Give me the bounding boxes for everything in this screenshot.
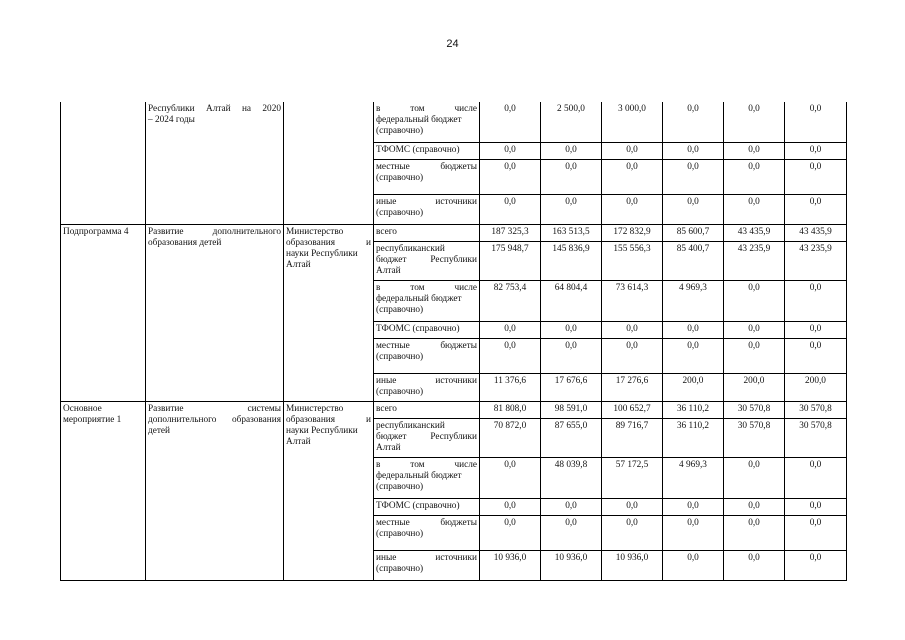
value-cell: 175 948,7 — [480, 242, 541, 281]
value-cell: 0,0 — [724, 551, 785, 581]
source-federal: в том числе федеральный бюджет (справочно) — [374, 281, 480, 322]
source-total: всего — [374, 225, 480, 242]
value-cell: 0,0 — [663, 160, 724, 195]
value-cell: 0,0 — [663, 499, 724, 516]
value-cell: 100 652,7 — [602, 402, 663, 419]
value-cell: 0,0 — [480, 195, 541, 225]
source-federal: в том числе федеральный бюджет (справочно) — [374, 102, 480, 143]
value-cell: 200,0 — [724, 374, 785, 402]
value-cell: 98 591,0 — [541, 402, 602, 419]
value-cell: 0,0 — [480, 160, 541, 195]
value-cell: 0,0 — [480, 499, 541, 516]
source-local: местные бюджеты (справочно) — [374, 516, 480, 551]
value-cell: 11 376,6 — [480, 374, 541, 402]
source-republic: республиканский бюджет Республики Алтай — [374, 242, 480, 281]
value-cell: 0,0 — [602, 339, 663, 374]
value-cell: 30 570,8 — [785, 419, 847, 458]
value-cell: 43 435,9 — [724, 225, 785, 242]
value-cell: 0,0 — [602, 499, 663, 516]
source-federal: в том числе федеральный бюджет (справочно) — [374, 458, 480, 499]
value-cell: 0,0 — [663, 551, 724, 581]
value-cell: 10 936,0 — [541, 551, 602, 581]
executor-cell: Министерство образования и науки Республики Алтай — [284, 402, 374, 581]
value-cell: 10 936,0 — [480, 551, 541, 581]
value-cell: 43 235,9 — [724, 242, 785, 281]
value-cell: 200,0 — [785, 374, 847, 402]
value-cell: 0,0 — [541, 143, 602, 160]
value-cell: 0,0 — [785, 160, 847, 195]
value-cell: 0,0 — [663, 516, 724, 551]
value-cell: 64 804,4 — [541, 281, 602, 322]
value-cell: 0,0 — [785, 339, 847, 374]
value-cell: 0,0 — [541, 516, 602, 551]
value-cell: 163 513,5 — [541, 225, 602, 242]
value-cell: 0,0 — [663, 195, 724, 225]
value-cell: 85 400,7 — [663, 242, 724, 281]
program-name-cell: Развитие дополнительного образования детей — [146, 225, 284, 402]
value-cell: 0,0 — [785, 551, 847, 581]
value-cell: 0,0 — [602, 195, 663, 225]
value-cell: 0,0 — [541, 339, 602, 374]
status-cell — [61, 102, 146, 225]
value-cell: 73 614,3 — [602, 281, 663, 322]
page-number: 24 — [446, 38, 459, 50]
value-cell: 3 000,0 — [602, 102, 663, 143]
value-cell: 0,0 — [602, 516, 663, 551]
value-cell: 10 936,0 — [602, 551, 663, 581]
program-name-cell: Развитие системы дополнительного образования детей — [146, 402, 284, 581]
value-cell: 87 655,0 — [541, 419, 602, 458]
value-cell: 30 570,8 — [724, 402, 785, 419]
value-cell: 57 172,5 — [602, 458, 663, 499]
value-cell: 0,0 — [480, 458, 541, 499]
program-name-cell: Республики Алтай на 2020 – 2024 годы — [146, 102, 284, 225]
value-cell: 0,0 — [724, 339, 785, 374]
table-row — [61, 102, 847, 143]
table-row — [61, 225, 847, 242]
value-cell: 0,0 — [480, 339, 541, 374]
source-tfoms: ТФОМС (справочно) — [374, 322, 480, 339]
value-cell: 187 325,3 — [480, 225, 541, 242]
value-cell: 36 110,2 — [663, 419, 724, 458]
value-cell: 36 110,2 — [663, 402, 724, 419]
value-cell: 70 872,0 — [480, 419, 541, 458]
value-cell: 145 836,9 — [541, 242, 602, 281]
value-cell: 30 570,8 — [724, 419, 785, 458]
value-cell: 172 832,9 — [602, 225, 663, 242]
value-cell: 0,0 — [541, 322, 602, 339]
value-cell: 43 435,9 — [785, 225, 847, 242]
value-cell: 82 753,4 — [480, 281, 541, 322]
value-cell: 200,0 — [663, 374, 724, 402]
value-cell: 0,0 — [663, 143, 724, 160]
value-cell: 4 969,3 — [663, 281, 724, 322]
status-cell: Основное мероприятие 1 — [61, 402, 146, 581]
source-total: всего — [374, 402, 480, 419]
value-cell: 0,0 — [724, 281, 785, 322]
value-cell: 0,0 — [724, 160, 785, 195]
value-cell: 89 716,7 — [602, 419, 663, 458]
value-cell: 0,0 — [724, 102, 785, 143]
value-cell: 85 600,7 — [663, 225, 724, 242]
value-cell: 0,0 — [785, 499, 847, 516]
value-cell: 0,0 — [602, 160, 663, 195]
value-cell: 0,0 — [663, 322, 724, 339]
source-republic: республиканский бюджет Республики Алтай — [374, 419, 480, 458]
value-cell: 0,0 — [724, 322, 785, 339]
value-cell: 0,0 — [724, 195, 785, 225]
value-cell: 30 570,8 — [785, 402, 847, 419]
source-local: местные бюджеты (справочно) — [374, 160, 480, 195]
budget-table — [60, 102, 847, 581]
value-cell: 0,0 — [785, 458, 847, 499]
value-cell: 0,0 — [602, 143, 663, 160]
value-cell: 48 039,8 — [541, 458, 602, 499]
value-cell: 17 676,6 — [541, 374, 602, 402]
value-cell: 0,0 — [541, 195, 602, 225]
value-cell: 0,0 — [480, 322, 541, 339]
value-cell: 0,0 — [785, 281, 847, 322]
value-cell: 0,0 — [663, 102, 724, 143]
value-cell: 0,0 — [724, 143, 785, 160]
value-cell: 0,0 — [602, 322, 663, 339]
value-cell: 0,0 — [724, 458, 785, 499]
value-cell: 0,0 — [541, 160, 602, 195]
value-cell: 81 808,0 — [480, 402, 541, 419]
value-cell: 0,0 — [785, 516, 847, 551]
source-local: местные бюджеты (справочно) — [374, 339, 480, 374]
source-other: иные источники (справочно) — [374, 551, 480, 581]
value-cell: 2 500,0 — [541, 102, 602, 143]
source-tfoms: ТФОМС (справочно) — [374, 143, 480, 160]
value-cell: 0,0 — [541, 499, 602, 516]
value-cell: 0,0 — [480, 102, 541, 143]
value-cell: 43 235,9 — [785, 242, 847, 281]
value-cell: 0,0 — [663, 339, 724, 374]
value-cell: 0,0 — [724, 499, 785, 516]
source-other: иные источники (справочно) — [374, 195, 480, 225]
value-cell: 0,0 — [480, 143, 541, 160]
source-tfoms: ТФОМС (справочно) — [374, 499, 480, 516]
value-cell: 4 969,3 — [663, 458, 724, 499]
source-other: иные источники (справочно) — [374, 374, 480, 402]
value-cell: 0,0 — [785, 102, 847, 143]
executor-cell — [284, 102, 374, 225]
value-cell: 0,0 — [785, 195, 847, 225]
value-cell: 0,0 — [724, 516, 785, 551]
status-cell: Подпрограмма 4 — [61, 225, 146, 402]
value-cell: 155 556,3 — [602, 242, 663, 281]
executor-cell: Министерство образования и науки Республики Алтай — [284, 225, 374, 402]
value-cell: 0,0 — [480, 516, 541, 551]
value-cell: 17 276,6 — [602, 374, 663, 402]
value-cell: 0,0 — [785, 322, 847, 339]
value-cell: 0,0 — [785, 143, 847, 160]
table-row — [61, 402, 847, 419]
